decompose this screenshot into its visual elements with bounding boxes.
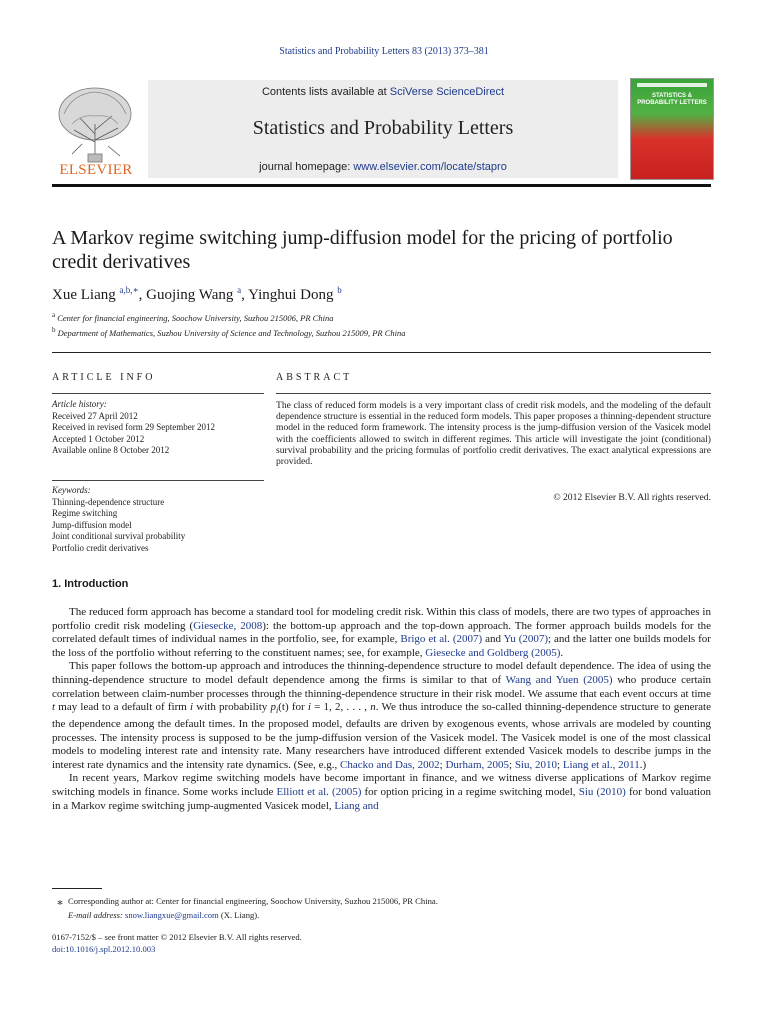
math-symbol: i bbox=[276, 706, 279, 716]
keyword: Thinning-dependence structure bbox=[52, 496, 165, 507]
citation-link[interactable]: Liang et al., 2011 bbox=[562, 758, 640, 771]
abstract-rule bbox=[276, 393, 711, 394]
author-name: Yinghui Dong bbox=[248, 287, 334, 303]
keywords-label: Keywords: bbox=[52, 485, 91, 495]
citation-link[interactable]: Giesecke and Goldberg (2005) bbox=[425, 646, 561, 659]
abstract-heading: ABSTRACT bbox=[276, 372, 353, 383]
affiliation-a bbox=[52, 311, 712, 323]
article-info-rule bbox=[52, 393, 264, 394]
email-label: E-mail address: bbox=[68, 910, 123, 920]
history-label: Article history: bbox=[52, 399, 107, 409]
abstract-copyright: © 2012 Elsevier B.V. All rights reserved. bbox=[553, 492, 711, 503]
text-run: ; bbox=[509, 758, 515, 771]
journal-cover-thumbnail[interactable] bbox=[630, 78, 714, 180]
citation-link[interactable]: Siu (2010) bbox=[578, 785, 626, 798]
history-accepted: Accepted 1 October 2012 bbox=[52, 433, 145, 444]
text-run: In recent years, Markov regime switching models have become important in finance, and we witness diverse applications of Markov regime switching models in finance. Some works include bbox=[52, 772, 711, 798]
text-run: = 1, 2, . . . , bbox=[310, 701, 371, 714]
math-symbol: p bbox=[270, 701, 276, 714]
introduction-heading: 1. Introduction bbox=[52, 578, 129, 590]
history-online: Available online 8 October 2012 bbox=[52, 445, 170, 455]
math-symbol: n bbox=[370, 701, 376, 714]
contents-line bbox=[148, 86, 618, 98]
author-affiliation-marker[interactable]: b bbox=[337, 285, 342, 295]
math-argument: (t) bbox=[278, 701, 289, 714]
citation-link[interactable]: Yu (2007) bbox=[503, 633, 549, 646]
corresponding-author-footnote bbox=[52, 895, 711, 921]
text-run: .) bbox=[639, 758, 647, 771]
article-history bbox=[52, 399, 264, 457]
intro-paragraph-1 bbox=[52, 606, 711, 660]
keywords-block bbox=[52, 485, 264, 554]
author-name: Xue Liang bbox=[52, 287, 116, 303]
footnote-star: ∗ bbox=[56, 897, 64, 909]
sciencedirect-link[interactable]: SciVerse ScienceDirect bbox=[389, 86, 505, 98]
footnote-text: Corresponding author at: Center for financial engineering, Soochow University, Suzhou 215006, PR China. bbox=[68, 896, 438, 906]
history-received: Received 27 April 2012 bbox=[52, 410, 138, 421]
text-run: . bbox=[560, 646, 564, 659]
citation-link[interactable]: Durham, 2005 bbox=[445, 758, 509, 771]
footnote-email-line bbox=[52, 909, 711, 921]
text-run: ; bbox=[439, 758, 446, 771]
citation-link[interactable]: Siu, 2010 bbox=[514, 758, 557, 771]
text-run: for bond valuation in a Markov regime switching jump-augmented Vasicek model, bbox=[52, 785, 712, 812]
journal-homepage-link[interactable]: www.elsevier.com/locate/stapro bbox=[353, 161, 507, 173]
math-symbol: t bbox=[52, 701, 56, 714]
math-symbol: i bbox=[190, 701, 194, 714]
citation-link[interactable]: Chacko and Das, 2002 bbox=[340, 758, 440, 771]
citation-link[interactable]: Brigo et al. (2007) bbox=[400, 633, 483, 646]
affiliation-text: Department of Mathematics, Suzhou University of Science and Technology, Suzhou 215009, PR China bbox=[57, 327, 406, 338]
text-run: ): the bottom-up approach and the top-down approach. The former approach builds models for the correlated default times of individual names in the portfolio, see, for example, bbox=[52, 619, 712, 646]
affiliation-b bbox=[52, 326, 712, 338]
email-suffix: (X. Liang). bbox=[218, 910, 260, 920]
elsevier-wordmark: ELSEVIER bbox=[59, 162, 133, 178]
math-symbol: i bbox=[307, 701, 311, 714]
text-run: who produce certain correlation between claim-number processes through the thinning-dependence structure in their risk model. We assume that each event occurs at time bbox=[52, 673, 711, 700]
intro-paragraph-3 bbox=[52, 772, 711, 813]
issn-line: 0167-7152/$ – see front matter © 2012 Elsevier B.V. All rights reserved. bbox=[52, 932, 302, 942]
keyword: Joint conditional survival probability bbox=[52, 531, 186, 541]
history-revised: Received in revised form 29 September 2012 bbox=[52, 422, 215, 432]
doi-link[interactable]: doi:10.1016/j.spl.2012.10.003 bbox=[52, 943, 156, 954]
text-run: . We thus introduce the so-called thinning-dependence structure to generate the dependence among the default times. In the proposed model, defaults are driven by exogenous events, whose arrivals are modeled by counting processes. The intensity process is supposed to be the jump-diffusion version of the Vasicek model. The Vasicek model is one of the most classical models to modeling interest rate and intensity rate. Many researchers have introduced different extended Vasicek models to describe jumps in the interest rate dynamics and the intensity rate dynamics. (See, e.g., bbox=[52, 701, 711, 771]
citation-link[interactable]: Giesecke, 2008 bbox=[193, 619, 263, 632]
citation-link[interactable]: Wang and Yuen (2005) bbox=[505, 673, 613, 686]
text-run: for bbox=[288, 701, 308, 714]
affiliation-marker: a bbox=[52, 311, 56, 319]
article-info-heading: ARTICLE INFO bbox=[52, 372, 156, 383]
homepage-prefix: journal homepage: bbox=[259, 161, 354, 173]
text-run: This paper follows the bottom-up approach and introduces the thinning-dependence structure to model default dependence. The idea of using the thinning-dependence structure to model default dependence among the firms is similar to that of bbox=[52, 660, 711, 686]
section-divider bbox=[52, 352, 711, 353]
text-run: The reduced form approach has become a standard tool for modeling credit risk. Within this class of models, there are two types of approaches in portfolio credit risk modeling ( bbox=[52, 606, 711, 632]
author-name: Guojing Wang bbox=[146, 287, 234, 303]
affiliation-marker: b bbox=[52, 326, 56, 334]
cover-title: STATISTICS & PROBABILITY LETTERS bbox=[637, 93, 707, 106]
article-title: A Markov regime switching jump-diffusion model for the pricing of portfolio credit derivatives bbox=[52, 227, 673, 273]
text-run: may lead to a default of firm bbox=[55, 701, 190, 714]
citation-link[interactable]: Liang and bbox=[334, 799, 379, 812]
contents-prefix: Contents lists available at bbox=[261, 86, 390, 98]
author-email-link[interactable]: snow.liangxue@gmail.com bbox=[124, 910, 219, 920]
journal-homepage-line bbox=[148, 161, 618, 173]
abstract-text: The class of reduced form models is a very important class of credit risk models, and the modeling of the default dependence structure is essential in the reduced form models. This paper proposes a thinning-dependent structure model in the reduced form framework. The intensity process is the jump-diffusion version of the Vasicek model with the coefficients allowed to switch in different regimes. This article will investigate the joint (conditional) survival probability and the pricing formulas of portfolio credit derivatives. The exact analytical expressions are provided. bbox=[276, 400, 711, 468]
intro-paragraph-2 bbox=[52, 660, 711, 772]
journal-title: Statistics and Probability Letters bbox=[252, 117, 514, 139]
header-divider bbox=[52, 184, 711, 187]
text-run: with probability bbox=[193, 701, 271, 714]
cover-header-strip bbox=[637, 83, 707, 87]
keywords-rule bbox=[52, 480, 264, 481]
text-run: ; and the latter one builds models for the loss of the portfolio without referring to the constituent names; see, for example, bbox=[52, 633, 711, 659]
author-affiliation-marker[interactable]: a,b,∗ bbox=[119, 285, 139, 295]
journal-reference-link[interactable]: Statistics and Probability Letters 83 (2013) 373–381 bbox=[279, 46, 489, 57]
text-run: ; bbox=[557, 758, 563, 771]
keyword: Jump-diffusion model bbox=[52, 519, 132, 530]
author-list: Xue Liang $^{a,b,∗}$, Guojing Wang $^a$, Yinghui Dong $^b$ bbox=[52, 285, 342, 303]
footnote-line bbox=[52, 895, 711, 909]
front-matter-info bbox=[52, 932, 452, 955]
introduction-body bbox=[52, 606, 711, 813]
citation-link[interactable]: Elliott et al. (2005) bbox=[276, 785, 362, 798]
keyword: Portfolio credit derivatives bbox=[52, 542, 149, 553]
footnote-rule bbox=[52, 888, 102, 889]
keyword: Regime switching bbox=[52, 508, 118, 518]
affiliation-text: Center for financial engineering, Soochow University, Suzhou 215006, PR China bbox=[57, 312, 334, 323]
author-affiliation-marker[interactable]: a bbox=[237, 285, 242, 295]
text-run: for option pricing in a regime switching model, bbox=[361, 785, 579, 798]
text-run: and bbox=[482, 633, 504, 646]
